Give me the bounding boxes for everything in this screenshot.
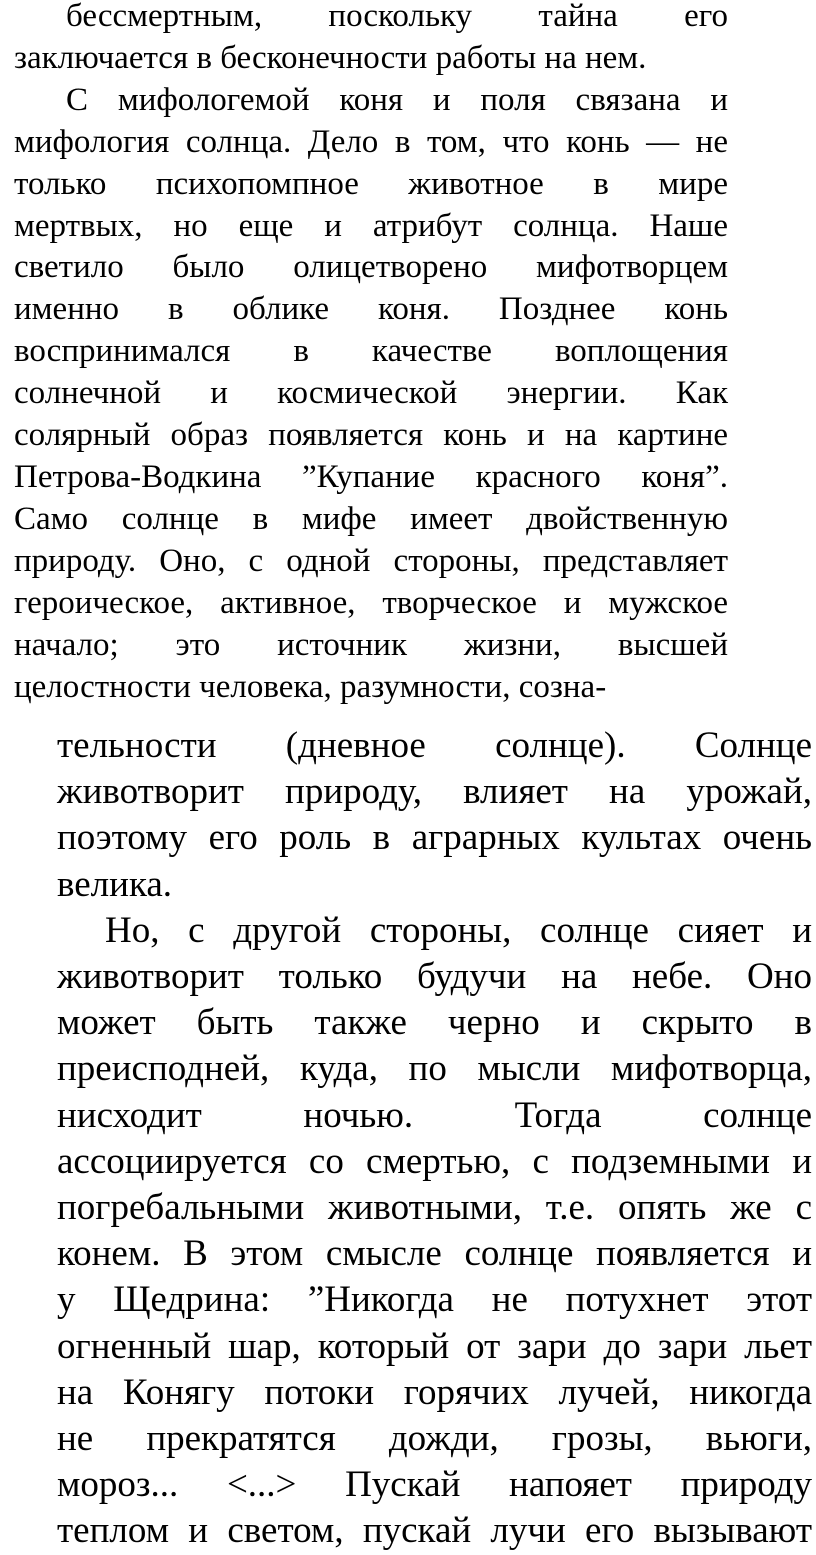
text-line: мороз... <...> Пускай напояет природу [57, 1464, 812, 1506]
text-line: солярный образ появляется конь и на картине [14, 417, 728, 454]
paragraph-first-line: С мифологемой коня и поля связана и [66, 81, 728, 118]
text-line: природу. Оно, с одной стороны, представляет [14, 542, 728, 579]
text-line: на Конягу потоки горячих лучей, никогда [57, 1371, 812, 1413]
text-line: конем. В этом смысле солнце появляется и [57, 1233, 812, 1275]
text-block-upper [14, 0, 728, 708]
text-line: бессмертным, поскольку тайна его [66, 0, 728, 34]
text-line: не прекратятся дожди, грозы, вьюги, [57, 1418, 812, 1460]
text-line: героическое, активное, творческое и мужское [14, 584, 728, 621]
text-line: погребальными животными, т.е. опять же с [57, 1187, 812, 1229]
text-line: теплом и светом, пускай лучи его вызывают [57, 1510, 812, 1552]
text-line: нисходит ночью. Тогда солнце [57, 1094, 812, 1136]
text-block-lower [57, 723, 812, 1555]
text-line: животворит только будучи на небе. Оно [57, 956, 812, 998]
text-line: Петрова-Водкина ”Купание красного коня”. [14, 458, 728, 495]
text-line: заключается в бесконечности работы на нем. [14, 39, 647, 76]
text-line: ассоциируется со смертью, с подземными и [57, 1140, 812, 1182]
text-line: солнечной и космической энергии. Как [14, 375, 728, 412]
text-line: светило было олицетворено мифотворцем [14, 249, 728, 286]
text-line: огненный шар, который от зари до зари льет [57, 1325, 812, 1367]
text-line: у Щедрина: ”Никогда не потухнет этот [57, 1279, 812, 1321]
text-line: целостности человека, разумности, созна- [14, 668, 607, 705]
text-line: Само солнце в мифе имеет двойственную [14, 500, 728, 537]
text-line: преисподней, куда, по мысли мифотворца, [57, 1048, 812, 1090]
text-line: велика. [57, 863, 173, 905]
text-line: начало; это источник жизни, высшей [14, 626, 728, 663]
text-line: мифология солнца. Дело в том, что конь — не [14, 123, 728, 160]
text-line: только психопомпное животное в мире [14, 165, 728, 202]
text-line: мертвых, но еще и атрибут солнца. Наше [14, 207, 728, 244]
text-line: воспринимался в качестве воплощения [14, 333, 728, 370]
text-line: поэтому его роль в аграрных культах очень [57, 817, 812, 859]
text-line: именно в облике коня. Позднее конь [14, 291, 728, 328]
text-line: может быть также черно и скрыто в [57, 1002, 812, 1044]
text-line: тельности (дневное солнце). Солнце [57, 725, 812, 766]
text-line: животворит природу, влияет на урожай, [57, 771, 812, 813]
paragraph-first-line: Но, с другой стороны, солнце сияет и [105, 909, 812, 951]
